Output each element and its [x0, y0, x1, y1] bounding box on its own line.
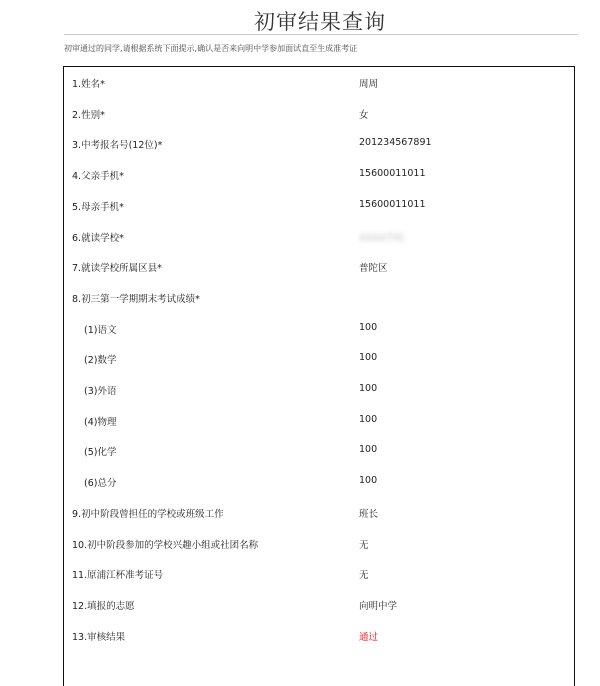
row-label: 2.性别*	[72, 109, 105, 121]
row-label: 10.初中阶段参加的学校兴趣小组或社团名称	[72, 539, 259, 551]
row-exam-number	[64, 128, 574, 159]
row-father-phone	[64, 159, 574, 190]
row-value: 100	[359, 383, 378, 394]
row-value: 无	[359, 539, 369, 551]
row-district	[64, 251, 574, 282]
row-label: (4)物理	[84, 416, 117, 428]
row-label: (2)数学	[84, 355, 117, 367]
row-score-physics	[64, 405, 574, 436]
row-interest-group	[64, 528, 574, 559]
result-panel	[63, 66, 575, 686]
row-review-result	[64, 620, 574, 651]
row-value: 100	[359, 321, 378, 333]
row-label: 11.原浦江杯准考证号	[72, 570, 164, 582]
row-pujiang-cup-number	[64, 558, 574, 589]
row-value-redacted: XXXX学校	[359, 232, 405, 244]
row-school	[64, 221, 574, 252]
row-label: (5)化学	[84, 447, 117, 459]
row-label: 1.姓名*	[72, 79, 105, 90]
row-label: 3.中考报名号(12位)*	[72, 140, 163, 152]
review-result-value: 通过	[359, 631, 379, 643]
row-value: 15600011011	[359, 168, 426, 180]
row-label: 13.审核结果	[72, 631, 126, 643]
row-gender	[64, 98, 574, 129]
notice-text: 初审通过的同学,请根据系统下面提示,确认是否来向明中学参加面试直至生成准考证	[64, 44, 358, 53]
row-mother-phone	[64, 190, 574, 221]
row-label: (1)语文	[84, 324, 117, 336]
row-label: (3)外语	[84, 386, 117, 397]
row-label: 4.父亲手机*	[72, 171, 124, 183]
row-value: 无	[359, 570, 369, 582]
row-value: 普陀区	[359, 263, 388, 275]
row-score-foreign-language	[64, 374, 574, 405]
row-label: 12.填报的志愿	[72, 600, 135, 612]
row-value: 100	[359, 413, 378, 425]
row-value: 班长	[359, 508, 379, 520]
row-value: 100	[359, 475, 378, 487]
row-label: 7.就读学校所属区县*	[72, 263, 162, 275]
row-school-role	[64, 497, 574, 528]
row-label: (6)总分	[84, 478, 117, 490]
row-value: 周周	[359, 79, 379, 90]
row-value: 201234567891	[359, 137, 432, 149]
row-score-chinese	[64, 313, 574, 344]
row-label: 9.初中阶段曾担任的学校或班级工作	[72, 508, 224, 520]
row-name	[64, 67, 574, 98]
row-value: 100	[359, 352, 378, 364]
row-value: 向明中学	[359, 600, 398, 612]
row-label: 5.母亲手机*	[72, 201, 124, 213]
row-score-math	[64, 343, 574, 374]
title-divider	[64, 34, 578, 35]
row-label: 6.就读学校*	[72, 232, 124, 244]
row-preference	[64, 589, 574, 620]
row-scores-heading	[64, 282, 574, 313]
row-label: 8.初三第一学期期末考试成绩*	[72, 293, 200, 305]
row-value: 15600011011	[359, 198, 426, 210]
row-score-chemistry	[64, 435, 574, 466]
row-score-total	[64, 466, 574, 497]
row-value: 女	[359, 109, 369, 121]
page-title: 初审结果查询	[254, 10, 386, 34]
row-value: 100	[359, 444, 378, 456]
